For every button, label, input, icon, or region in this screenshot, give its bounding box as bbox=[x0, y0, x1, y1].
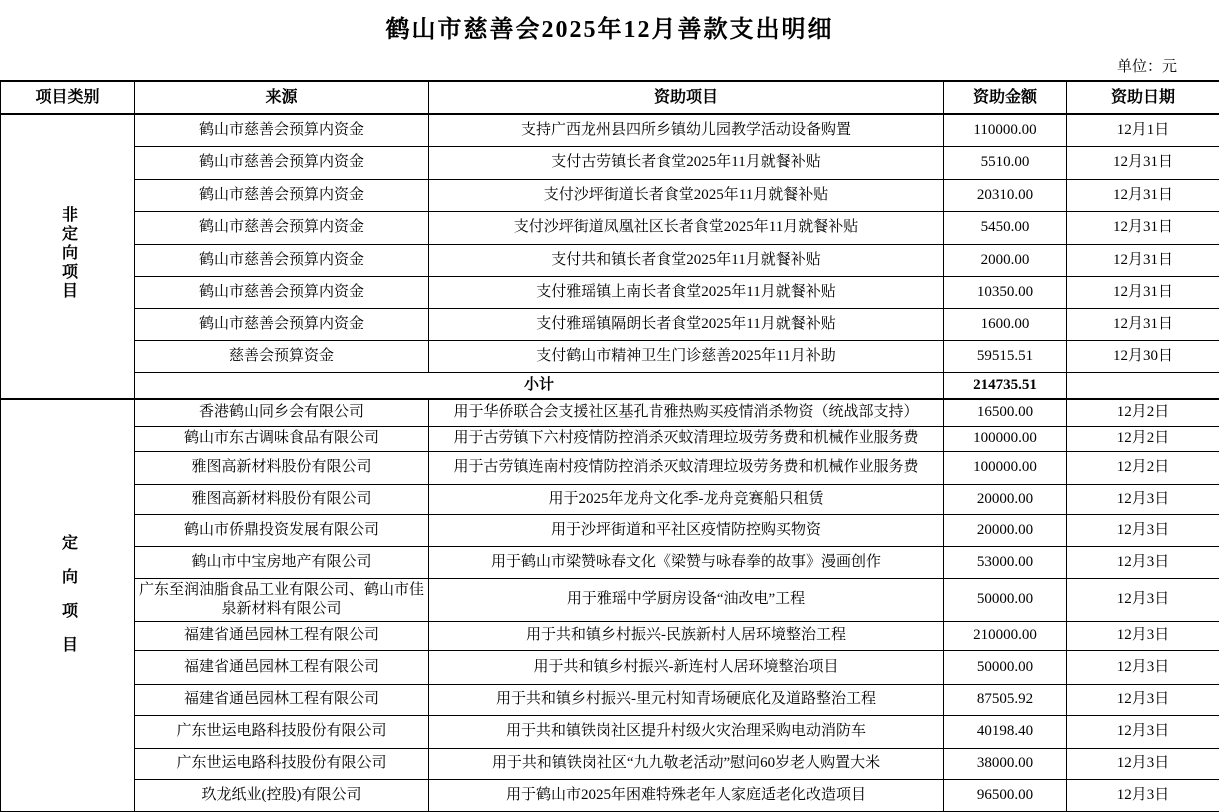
column-header-amount: 资助金额 bbox=[944, 81, 1067, 114]
source-cell: 鹤山市慈善会预算内资金 bbox=[135, 276, 429, 308]
table-row bbox=[1, 399, 1219, 426]
table-row bbox=[1, 276, 1219, 308]
date-cell: 12月31日 bbox=[1067, 276, 1219, 308]
date-cell: 12月31日 bbox=[1067, 308, 1219, 340]
project-cell: 用于雅瑶中学厨房设备“油改电”工程 bbox=[429, 578, 944, 621]
source-cell: 广东至润油脂食品工业有限公司、鹤山市佳泉新材料有限公司 bbox=[135, 578, 429, 621]
table-row bbox=[1, 650, 1219, 684]
source-cell: 鹤山市侨鼎投资发展有限公司 bbox=[135, 514, 429, 546]
project-cell: 用于共和镇乡村振兴-新连村人居环境整治项目 bbox=[429, 650, 944, 684]
date-cell: 12月31日 bbox=[1067, 179, 1219, 211]
project-cell: 用于共和镇铁岗社区“九九敬老活动”慰问60岁老人购置大米 bbox=[429, 748, 944, 779]
amount-cell: 38000.00 bbox=[944, 748, 1067, 779]
source-cell: 鹤山市慈善会预算内资金 bbox=[135, 114, 429, 146]
table-row bbox=[1, 621, 1219, 650]
project-cell: 用于2025年龙舟文化季-龙舟竞赛船只租赁 bbox=[429, 484, 944, 514]
project-cell: 支付雅瑶镇上南长者食堂2025年11月就餐补贴 bbox=[429, 276, 944, 308]
table-row bbox=[1, 451, 1219, 484]
table-row bbox=[1, 146, 1219, 179]
source-cell: 玖龙纸业(控股)有限公司 bbox=[135, 779, 429, 811]
table-row bbox=[1, 340, 1219, 372]
amount-cell: 20000.00 bbox=[944, 514, 1067, 546]
project-cell: 支付沙坪街道凤凰社区长者食堂2025年11月就餐补贴 bbox=[429, 211, 944, 244]
column-header-project: 资助项目 bbox=[429, 81, 944, 114]
expenditure-table bbox=[0, 80, 1219, 812]
date-cell: 12月3日 bbox=[1067, 748, 1219, 779]
table-row bbox=[1, 546, 1219, 578]
date-cell: 12月3日 bbox=[1067, 484, 1219, 514]
source-cell: 香港鹤山同乡会有限公司 bbox=[135, 399, 429, 426]
project-cell: 支持广西龙州县四所乡镇幼儿园教学活动设备购置 bbox=[429, 114, 944, 146]
amount-cell: 20310.00 bbox=[944, 179, 1067, 211]
date-cell: 12月1日 bbox=[1067, 114, 1219, 146]
category-cell-directed bbox=[1, 399, 135, 811]
table-row bbox=[1, 715, 1219, 748]
source-cell: 广东世运电路科技股份有限公司 bbox=[135, 715, 429, 748]
source-cell: 鹤山市慈善会预算内资金 bbox=[135, 179, 429, 211]
date-cell: 12月3日 bbox=[1067, 514, 1219, 546]
category-label: 定向项目 bbox=[59, 534, 77, 671]
amount-cell: 100000.00 bbox=[944, 451, 1067, 484]
source-cell: 福建省通邑园林工程有限公司 bbox=[135, 650, 429, 684]
column-header-source: 来源 bbox=[135, 81, 429, 114]
amount-cell: 2000.00 bbox=[944, 244, 1067, 276]
source-cell: 鹤山市慈善会预算内资金 bbox=[135, 146, 429, 179]
source-cell: 福建省通邑园林工程有限公司 bbox=[135, 621, 429, 650]
table-row bbox=[1, 308, 1219, 340]
date-cell: 12月2日 bbox=[1067, 451, 1219, 484]
source-cell: 鹤山市中宝房地产有限公司 bbox=[135, 546, 429, 578]
date-cell: 12月3日 bbox=[1067, 684, 1219, 715]
table-row bbox=[1, 684, 1219, 715]
source-cell: 鹤山市慈善会预算内资金 bbox=[135, 211, 429, 244]
date-cell: 12月3日 bbox=[1067, 715, 1219, 748]
date-cell: 12月2日 bbox=[1067, 426, 1219, 451]
table-row bbox=[1, 748, 1219, 779]
amount-cell: 59515.51 bbox=[944, 340, 1067, 372]
amount-cell: 5510.00 bbox=[944, 146, 1067, 179]
date-cell: 12月2日 bbox=[1067, 399, 1219, 426]
source-cell: 鹤山市东古调味食品有限公司 bbox=[135, 426, 429, 451]
category-cell-nondirected bbox=[1, 114, 135, 399]
table-row bbox=[1, 244, 1219, 276]
amount-cell: 1600.00 bbox=[944, 308, 1067, 340]
date-cell: 12月3日 bbox=[1067, 546, 1219, 578]
date-cell: 12月3日 bbox=[1067, 779, 1219, 811]
source-cell: 雅图高新材料股份有限公司 bbox=[135, 484, 429, 514]
amount-cell: 100000.00 bbox=[944, 426, 1067, 451]
category-label: 非定向项目 bbox=[59, 206, 77, 302]
date-cell: 12月3日 bbox=[1067, 650, 1219, 684]
project-cell: 用于华侨联合会支援社区基孔肯雅热购买疫情消杀物资（统战部支持） bbox=[429, 399, 944, 426]
amount-cell: 50000.00 bbox=[944, 578, 1067, 621]
table-row bbox=[1, 484, 1219, 514]
source-cell: 福建省通邑园林工程有限公司 bbox=[135, 684, 429, 715]
date-cell: 12月31日 bbox=[1067, 146, 1219, 179]
project-cell: 支付沙坪街道长者食堂2025年11月就餐补贴 bbox=[429, 179, 944, 211]
amount-cell: 20000.00 bbox=[944, 484, 1067, 514]
project-cell: 用于共和镇乡村振兴-民族新村人居环境整治工程 bbox=[429, 621, 944, 650]
column-header-date: 资助日期 bbox=[1067, 81, 1219, 114]
date-cell: 12月31日 bbox=[1067, 244, 1219, 276]
amount-cell: 40198.40 bbox=[944, 715, 1067, 748]
table-row bbox=[1, 114, 1219, 146]
project-cell: 支付鹤山市精神卫生门诊慈善2025年11月补助 bbox=[429, 340, 944, 372]
date-cell: 12月3日 bbox=[1067, 621, 1219, 650]
table-row bbox=[1, 211, 1219, 244]
amount-cell: 10350.00 bbox=[944, 276, 1067, 308]
amount-cell: 210000.00 bbox=[944, 621, 1067, 650]
amount-cell: 50000.00 bbox=[944, 650, 1067, 684]
unit-label: 单位：元 bbox=[1116, 59, 1177, 75]
amount-cell: 96500.00 bbox=[944, 779, 1067, 811]
project-cell: 支付共和镇长者食堂2025年11月就餐补贴 bbox=[429, 244, 944, 276]
project-cell: 用于共和镇乡村振兴-里元村知青场硬底化及道路整治工程 bbox=[429, 684, 944, 715]
project-cell: 用于沙坪街道和平社区疫情防控购买物资 bbox=[429, 514, 944, 546]
source-cell: 慈善会预算资金 bbox=[135, 340, 429, 372]
column-header-category: 项目类别 bbox=[1, 81, 135, 114]
source-cell: 雅图高新材料股份有限公司 bbox=[135, 451, 429, 484]
amount-cell: 5450.00 bbox=[944, 211, 1067, 244]
table-row bbox=[1, 514, 1219, 546]
table-row bbox=[1, 578, 1219, 621]
project-cell: 用于共和镇铁岗社区提升村级火灾治理采购电动消防车 bbox=[429, 715, 944, 748]
amount-cell: 16500.00 bbox=[944, 399, 1067, 426]
subtotal-amount-cell: 214735.51 bbox=[944, 372, 1067, 399]
date-cell: 12月3日 bbox=[1067, 578, 1219, 621]
project-cell: 用于鹤山市梁赞咏春文化《梁赞与咏春拳的故事》漫画创作 bbox=[429, 546, 944, 578]
project-cell: 支付古劳镇长者食堂2025年11月就餐补贴 bbox=[429, 146, 944, 179]
subtotal-row bbox=[1, 372, 1219, 399]
source-cell: 鹤山市慈善会预算内资金 bbox=[135, 244, 429, 276]
date-cell: 12月30日 bbox=[1067, 340, 1219, 372]
table-row bbox=[1, 179, 1219, 211]
table-row bbox=[1, 426, 1219, 451]
date-cell: 12月31日 bbox=[1067, 211, 1219, 244]
amount-cell: 53000.00 bbox=[944, 546, 1067, 578]
project-cell: 用于古劳镇连南村疫情防控消杀灭蚊清理垃圾劳务费和机械作业服务费 bbox=[429, 451, 944, 484]
table-row bbox=[1, 779, 1219, 811]
project-cell: 用于鹤山市2025年困难特殊老年人家庭适老化改造项目 bbox=[429, 779, 944, 811]
source-cell: 广东世运电路科技股份有限公司 bbox=[135, 748, 429, 779]
header-row bbox=[1, 81, 1219, 114]
amount-cell: 110000.00 bbox=[944, 114, 1067, 146]
subtotal-label-cell: 小计 bbox=[135, 372, 944, 399]
subtotal-date-cell bbox=[1067, 372, 1219, 399]
page-title: 鹤山市慈善会2025年12月善款支出明细 bbox=[385, 17, 834, 43]
amount-cell: 87505.92 bbox=[944, 684, 1067, 715]
project-cell: 支付雅瑶镇隔朗长者食堂2025年11月就餐补贴 bbox=[429, 308, 944, 340]
project-cell: 用于古劳镇下六村疫情防控消杀灭蚊清理垃圾劳务费和机械作业服务费 bbox=[429, 426, 944, 451]
source-cell: 鹤山市慈善会预算内资金 bbox=[135, 308, 429, 340]
